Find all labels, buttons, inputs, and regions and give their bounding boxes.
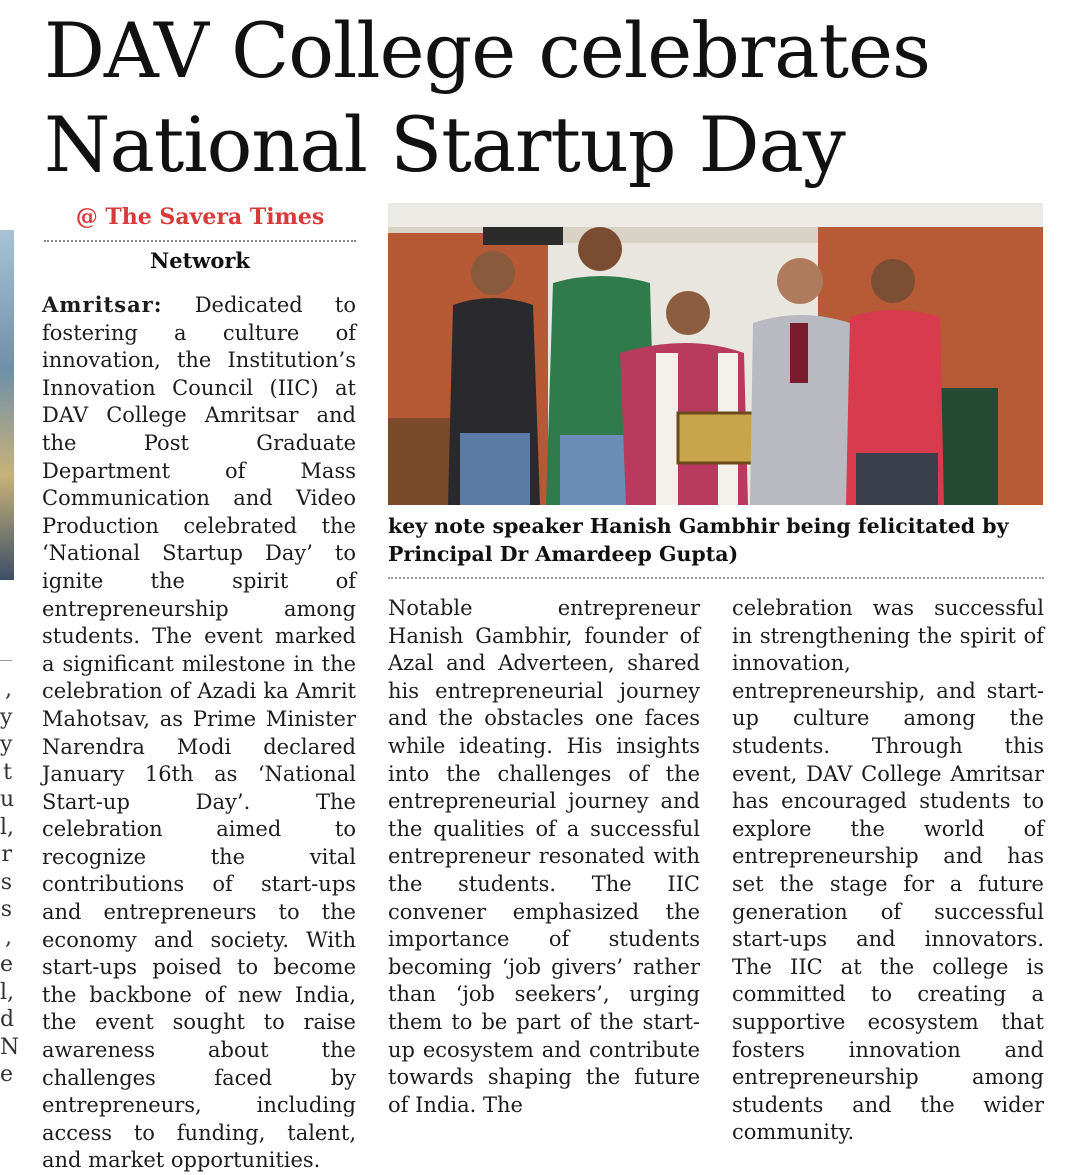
article-column-1 (42, 291, 356, 1175)
article-column-3: celebration was successful in strengthening the spirit of innovation, entrepreneurship, and start-up culture among the students. Through this event, DAV College Amritsar has encouraged students to explore the world of entrepreneurship and has set the stage for a future generation of successful start-ups and innovators. The IIC at the college is committed to creating a supportive ecosystem that fosters innovation and entrepreneurship among students and the wider community. (732, 596, 1044, 1145)
byline-divider (44, 240, 356, 242)
adjacent-text-fragment: l, (0, 979, 15, 1005)
byline-network: Network (150, 248, 250, 273)
byline: @ The Savera Times (75, 204, 325, 230)
adjacent-text-fragment: , (5, 677, 12, 702)
adjacent-text-fragment: , (5, 924, 12, 950)
adjacent-text-fragment: l, (0, 814, 15, 840)
adjacent-text-fragment: t (3, 759, 12, 785)
caption-divider (388, 577, 1044, 579)
article-photo (388, 203, 1043, 505)
adjacent-text-fragment: s (0, 869, 12, 895)
adjacent-text-fragment: u (0, 787, 15, 812)
adjacent-photo-fragment (0, 230, 14, 580)
adjacent-text-fragments (0, 676, 20, 1089)
adjacent-text-fragment: e (0, 952, 14, 977)
headline-line-2: National Startup Day (44, 100, 845, 189)
photo-caption: key note speaker Hanish Gambhir being felicitated by Principal Dr Amardeep Gupta) (388, 514, 1009, 566)
adjacent-text-fragment: e (0, 1062, 14, 1087)
headline (44, 4, 1054, 192)
adjacent-divider (0, 660, 12, 661)
headline-line-1: DAV College celebrates (44, 6, 930, 95)
article-column-2: Notable entrepreneur Hanish Gambhir, founder of Azal and Adverteen, shared his entrepreneurial journey and the obstacles one faces while ideating. His insights into the challenges of the entrepreneurial journey and the qualities of a successful entrepreneur resonated with the students. The IIC convener emphasized the importance of students becoming ‘job givers’ rather than ‘job seekers’, urging them to be part of the start-up ecosystem and contribute towards shaping the future of India. The (388, 596, 700, 1117)
adjacent-text-fragment: y (0, 704, 13, 730)
adjacent-text-fragment: r (1, 842, 12, 867)
adjacent-text-fragment: N (0, 1034, 20, 1060)
adjacent-text-fragment: s (0, 897, 12, 922)
adjacent-text-fragment: y (0, 732, 13, 757)
adjacent-text-fragment: d (0, 1007, 15, 1032)
photo-illustration (388, 203, 1043, 505)
dateline: Amritsar: (42, 292, 163, 317)
column-1-text: Dedicated to fostering a culture of innovation, the Institution’s Innovation Council (IIC) at DAV College Amritsar and the Post Graduate Department of Mass Communication and Video Production celebrated the ‘National Startup Day’ to ignite the spirit of entrepreneurship among students. The event marked a significant milestone in the celebration of Azadi ka Amrit Mahotsav, as Prime Minister Narendra Modi declared January 16th as ‘National Start-up Day’. The celebration aimed to recognize the vital contributions of start-ups and entrepreneurs to the economy and society. With start-ups poised to become the backbone of new India, the event sought to raise awareness about the challenges faced by entrepreneurs, including access to funding, talent, and market opportunities. (42, 293, 356, 1173)
